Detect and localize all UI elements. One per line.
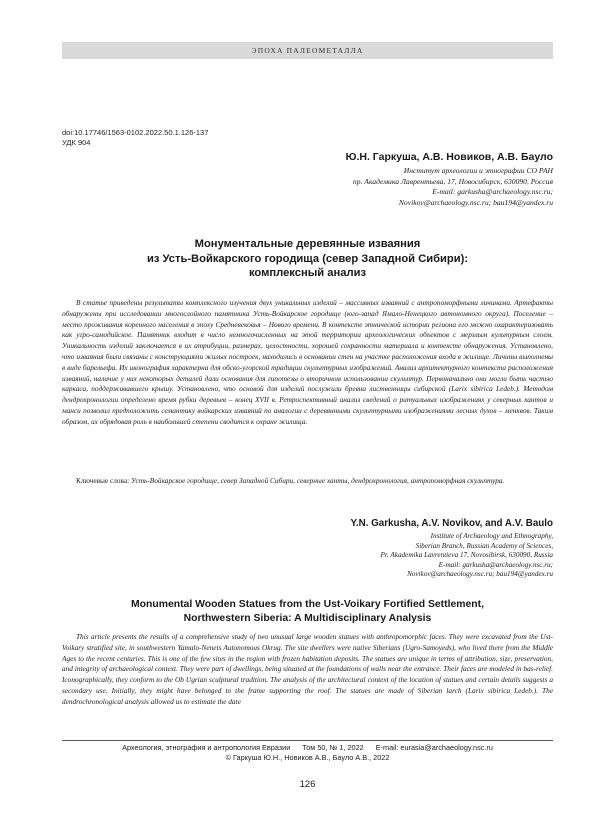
- footer-volume: Том 50, № 1, 2022: [302, 743, 364, 752]
- keywords-ru: [62, 476, 553, 487]
- authors-en: Y.N. Garkusha, A.V. Novikov, and A.V. Baulo: [350, 518, 553, 529]
- footer-copyright: © Гаркуша Ю.Н., Новиков А.В., Бауло А.В., 2022: [225, 753, 390, 762]
- title-line: Монументальные деревянные изваяния: [194, 238, 421, 250]
- affiliation-ru: [153, 166, 553, 208]
- footer-journal: Археология, этнография и антропология Евразии: [122, 743, 291, 752]
- page-number: 126: [299, 779, 316, 790]
- doi: doi:10.17746/1563-0102.2022.50.1.126-137: [62, 128, 209, 137]
- footer-journal-line: [62, 743, 553, 752]
- abstract-en: This article presents the results of a comprehensive study of two unusual large wooden statues with anthropomorphic faces. They were excavated from the Ust-Voikary stratified site, in southwestern Yamalo-Nenets Autonomous Okrug. The site dwellers were native Siberians (Ugro-Samoyeds), who lived there from the Middle Ages to the recent centuries. This is one of the few sites in the region with frozen habitation deposits. The statues are unique in terms of attribution, size, preservation, and integrity of archaeological context. They were part of dwellings, being situated at the foundations of walls near the entrance. Their faces are modeled in bas-relief. Iconographically, they conform to the Ob Ugrian sculptural tradition. The analysis of the architectural context of the location of statues and certain details suggests a secondary use. Initially, they might have belonged to the frame supporting the roof. The statues are made of Siberian larch (Larix sibirica Ledeb.). The dendrochronological analysis allowed us to estimate the date: [62, 632, 553, 706]
- affiliation-line: E-mail: garkusha@archaeology.nsc.ru;: [438, 560, 553, 569]
- affiliation-line: Novikov@archaeology.nsc.ru; bau194@yandex.ru: [407, 570, 553, 579]
- title-line: Monumental Wooden Statues from the Ust-Voikary Fortified Settlement,: [131, 599, 484, 610]
- affiliation-line: пр. Академика Лаврентьева, 17, Новосибирск, 630090, Россия: [352, 176, 553, 186]
- affiliation-line: Novikov@archaeology.nsc.ru; bau194@yandex.ru: [398, 197, 553, 207]
- footer-divider: [62, 740, 553, 741]
- title-line: из Усть-Войкарского городища (север Западной Сибири):: [146, 252, 469, 265]
- abstract-ru: В статье приведены результаты комплексного изучения двух уникальных изделий – массивных изваяний с антропоморфными личинами. Артефакты обнаружены при исследовании многослойного памятника Усть-Войкарское городище (юго-запад Ямало-Ненецкого автономного округа). Поселение – место проживания коренного населения в эпоху Средневековья – Нового времени. В контексте этнической истории региона его можно охарактеризовать как угро-самодийское. Памятник входит в число немногочисленных на этой территории археологических объектов с мерзлым культурным слоем. Уникальность изделий заключается в их атрибуции, размерах, целостности, хорошей сохранности материала и контексте обнаружения. Установлено, что изваяния были связаны с конструкциями жилых построек, находились в основании стен на участке расположения входа в жилище. Личины выполнены в виде барельефа. Их иконография характерна для обско-угорской традиции скульптурных изображений. Анализ архитектурного контекста расположения изваяний, наличие у них некоторых деталей дали основания для гипотезы о вторичном использовании скульптур. Первоначально они могли быть частью каркаса, поддерживавшего крышу. Установлено, что основой для изделий послужили бревна лиственницы сибирской (Larix sibirica Ledeb.). Методом дендрохронологии определено время рубки деревьев – конец XVII в. Ретроспективный анализ сведений о ритуальных изображениях у северных хантов и манси позволил предположить семантику войкарских изваяний по аналогии с деревянными скульптурными изображениями лесных духов – менквов. Таким образом, их обрядовая роль в наибольшей степени сводится к охране жилища.: [62, 298, 553, 426]
- title-line: комплексный анализ: [248, 267, 367, 279]
- udc: УДК 904: [62, 138, 91, 147]
- title-en: [62, 598, 553, 625]
- keywords-text: Усть-Войкарское городище, север Западной Сибири, северные ханты, дендрохронология, антропоморфная скульптура.: [130, 476, 505, 485]
- affiliation-line: Institute of Archaeology and Ethnography,: [430, 532, 553, 540]
- authors-ru: Ю.Н. Гаркуша, А.В. Новиков, А.В. Бауло: [345, 151, 553, 163]
- title-ru: [62, 237, 553, 281]
- affiliation-line: Pr. Akademika Lavrentieva 17, Novosibirsk, 630090, Russia: [380, 551, 553, 560]
- running-header: ЭПОХА ПАЛЕОМЕТАЛЛА: [62, 42, 553, 59]
- affiliation-line: Институт археологии и этнографии СО РАН: [403, 166, 553, 175]
- affiliation-line: E-mail: garkusha@archaeology.nsc.ru;: [432, 187, 553, 196]
- keywords-label: Ключевые слова:: [76, 476, 130, 485]
- footer-email: E-mail: eurasia@archaeology.nsc.ru: [375, 743, 493, 752]
- affiliation-line: Siberian Branch, Russian Academy of Sciences,: [415, 541, 553, 550]
- affiliation-en: [153, 532, 553, 580]
- title-line: Northwestern Siberia: A Multidisciplinary Analysis: [183, 612, 432, 624]
